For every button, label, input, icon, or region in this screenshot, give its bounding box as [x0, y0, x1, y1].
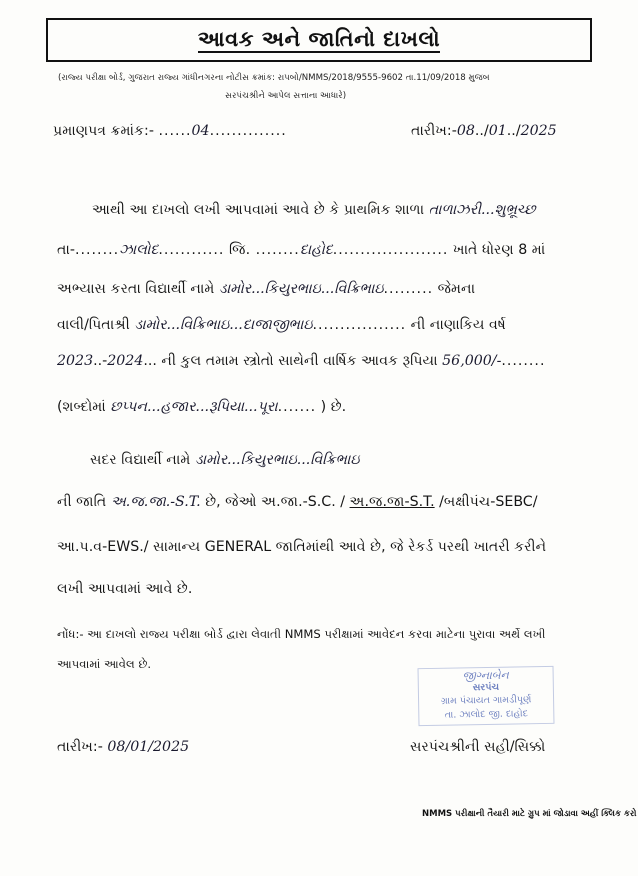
income-text: ની કુલ તમામ સ્ત્રોતો સાથેની વાર્ષિક આવક રૂપિયા	[161, 353, 438, 369]
financial-year-label: ની નાણાકિય વર્ષ	[410, 317, 506, 333]
issue-date-row: તારીખ:-08../01../2025	[411, 123, 557, 139]
para2-student-name: ડામોર...કિયુરભાઇ...વિક્રિભાઇ	[194, 452, 360, 468]
footer-date-row	[57, 739, 189, 755]
district-label: જિ.	[228, 242, 251, 258]
reference-line-2: સરપંચશ્રીને આપેલ સત્તાના આધારે)	[225, 91, 347, 101]
caste-rest: /બક્ષીપંચ-SEBC/	[439, 494, 538, 510]
student-label: અભ્યાસ કરતા વિદ્યાર્થી નામે	[57, 281, 215, 297]
certificate-number-label: પ્રમાણપત્ર ક્રમાંક:-	[53, 123, 154, 139]
financial-year-end: 2024	[107, 353, 144, 369]
taluka-label: તા-	[57, 242, 76, 258]
income-words-value: છપ્પન...હજાર...રૂપિયા...પૂરા	[110, 399, 278, 415]
income-words-end: છે.	[330, 399, 347, 415]
parent-label: વાલી/પિતાશ્રી	[57, 317, 130, 333]
stamp-line-1: ગ્રામ પંચાયત ગામડીપૂર્ણ	[440, 694, 532, 707]
district-value: દાહોદ	[299, 242, 333, 258]
issue-date-year: 2025	[520, 123, 557, 139]
caste-label: ની જાતિ	[57, 494, 107, 510]
school-name: તાળાઝરી...શુભ્રૂચ્છ	[428, 202, 536, 218]
intro-text: આથી આ દાખલો લખી આપવામાં આવે છે કે પ્રાથમિક શાળા	[92, 202, 425, 218]
para2-label: સદર વિદ્યાર્થી નામે	[90, 452, 191, 468]
caste-options: છે, જેઓ અ.જા.-S.C. /	[205, 494, 346, 510]
certificate-number-row: પ્રમાણપત્ર ક્રમાંક:- ......04..............	[53, 123, 287, 139]
standard-text: ખાતે ધોરણ 8 માં	[452, 242, 546, 258]
student-line: અભ્યાસ કરતા વિદ્યાર્થી નામે ડામોર...કિયુરભાઇ...વિક્રિભાઇ......... જેમના	[57, 281, 476, 297]
footer-date-value: 08/01/2025	[107, 739, 190, 755]
note-line-1: નોંધ:- આ દાખલો રાજ્ય પરીક્ષા બોર્ડ દ્વારા લેવાતી NMMS પરીક્ષામાં આવેદન કરવા માટેના પુરાવા અર્થે લખી	[57, 627, 546, 641]
taluka-district-line: તા-........ઝાલોદ............ જિ. ........દાહોદ..................... ખાતે ધોરણ 8 માં	[57, 242, 546, 258]
parent-line: વાલી/પિતાશ્રી ડામોર...વિક્રિભાઇ...દાજાજીભાઇ................. ની નાણાકિય વર્ષ	[57, 317, 506, 333]
para2-line	[90, 452, 359, 468]
certificate-title-box	[46, 18, 592, 62]
student-name: ડામોર...કિયુરભાઇ...વિક્રિભાઇ	[218, 281, 384, 297]
caste-line	[57, 494, 538, 510]
income-words-label: (શબ્દોમાં	[57, 399, 106, 415]
footer-date-label: તારીખ:-	[57, 739, 103, 755]
whose-text: જેમના	[437, 281, 476, 297]
caste-selected: અ.જ.જા-S.T.	[349, 494, 435, 510]
stamp-signature: જીગ્નાબેન	[462, 668, 509, 683]
financial-year-start: 2023	[57, 353, 94, 369]
sarpanch-signature-label: સરપંચશ્રીની સહી/સિક્કો	[410, 739, 546, 755]
sarpanch-stamp	[418, 666, 555, 726]
income-words-line: (શબ્દોમાં છપ્પન...હજાર...રૂપિયા...પૂરા....... ) છે.	[57, 399, 347, 415]
nmms-group-link[interactable]: NMMS પરીક્ષાની તૈયારી માટે ગ્રુપ માં જોડાવા અહીં ક્લિક કરો	[422, 809, 637, 819]
stamp-line-2: તા. ઝાલોદ જી. દાહોદ	[444, 708, 529, 721]
income-value: 56,000/-	[442, 353, 502, 369]
income-line: 2023..-2024... ની કુલ તમામ સ્ત્રોતો સાથેની વાર્ષિક આવક રૂપિયા 56,000/-........	[57, 353, 546, 369]
note-line-2: આપવામાં આવેલ છે.	[57, 657, 152, 671]
certificate-number-value: 04	[191, 123, 210, 139]
issue-date-label: તારીખ:-	[411, 123, 457, 139]
caste-value: અ.જ.જા.-S.T.	[110, 494, 201, 510]
stamp-title: સરપંચ	[472, 681, 500, 694]
ews-line: આ.પ.વ-EWS./ સામાન્ય GENERAL જાતિમાંથી આવે છે, જે રેકર્ડ પરથી ખાતરી કરીને	[57, 539, 547, 555]
intro-line	[92, 202, 535, 218]
certificate-title: આવક અને જાતિનો દાખલો	[198, 27, 440, 53]
issue-date-month: 01	[488, 123, 507, 139]
closing-line: લખી આપવામાં આવે છે.	[57, 581, 193, 597]
issue-date-day: 08	[456, 123, 475, 139]
parent-name: ડામોર...વિક્રિભાઇ...દાજાજીભાઇ	[134, 317, 313, 333]
taluka-value: ઝાલોદ	[119, 242, 159, 258]
reference-line-1: (રાજ્ય પરીક્ષા બોર્ડ, ગુજરાત રાજ્ય ગાંધીનગરના નોટીસ ક્રમાંક: રાપબો/NMMS/2018/9555-9602 તા.11/09/2018 મુજબ	[58, 73, 490, 83]
